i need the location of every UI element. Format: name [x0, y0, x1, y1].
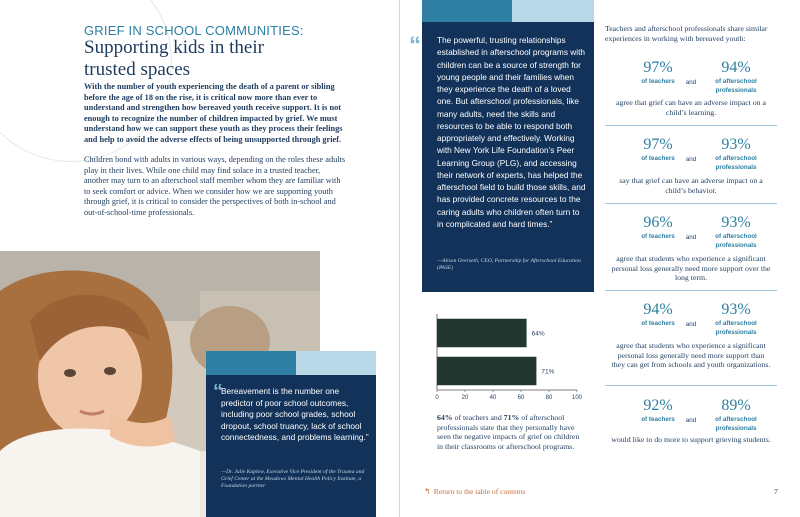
grief-impact-bar-chart — [422, 308, 597, 408]
afterschool-label — [700, 155, 772, 172]
x-tick-label: 60 — [517, 395, 525, 401]
stat-divider — [605, 385, 777, 386]
pull-quote-overseth — [409, 22, 594, 292]
pull-quote-text: The powerful, trusting relationships established in afterschool programs with children can be a source of strength for young people and their families when they experience the death of a loved one. But afterschool professionals, like many adults, need the skills and resources to be able to respond both appropriately and effectively. Working with New York Life Foundation’s Peer Learning Group (PLG), and accessing their network of experts, has helped the afterschool field to build those skills, and has provided concrete resources to the caring adults who children often turn to in complicated and hard times.” — [437, 35, 586, 229]
pull-quote-attribution: —Alison Overseth, CEO, Partnership for Afterschool Education (PASE) — [437, 258, 581, 271]
x-tick-label: 0 — [435, 395, 439, 401]
and-word: and — [685, 417, 697, 424]
teacher-label: of teachers — [641, 233, 675, 240]
x-tick-label: 100 — [571, 395, 583, 401]
pull-quote-attribution: —Dr. Julie Kaplow, Executive Vice President of the Trauma and Grief Center at the Meadows Mental Health Policy Institute, a Foundation partner — [221, 469, 365, 489]
stat-description: say that grief can have an adverse impact on a child’s behavior. — [619, 176, 763, 195]
caption-text-1: of teachers and — [452, 413, 504, 422]
stat-description: agree that students who experience a significant personal loss generally need more support over the long term. — [611, 254, 771, 282]
lead-paragraph: With the number of youth experiencing the death of a parent or sibling before the age of 18 on the rise, it is critical now more than ever to understand and strengthen how bereaved youth receive support. It is not enough to recognize the number of children impacted by grief. We must understand how we can support these youth as they process their feelings and help to avoid the adverse effects of being unsupported through grief. — [84, 82, 343, 144]
page-divider — [399, 0, 400, 517]
teacher-percent: 97% — [643, 59, 673, 76]
teacher-percent: 97% — [643, 136, 673, 153]
caption-teacher-percent: 64% — [437, 413, 453, 422]
x-tick-label: 80 — [545, 395, 553, 401]
stat-block-long-term — [605, 214, 775, 294]
stat-block-do-more — [605, 397, 775, 477]
section-eyebrow: GRIEF IN SCHOOL COMMUNITIES: — [84, 23, 304, 38]
stat-divider — [605, 203, 777, 204]
and-word: and — [685, 156, 697, 163]
stat-divider — [605, 125, 777, 126]
headline-line-2: trusted spaces — [84, 59, 191, 80]
afterschool-label-line2: professionals — [715, 241, 757, 249]
page-number: 7 — [774, 487, 778, 496]
afterschool-label-line1: of afterschool — [715, 320, 757, 327]
pull-quote-text: Bereavement is the number one predictor of poor school outcomes, including poor school grades, school dropout, school truancy, lack of school connectedness, and problems learning.” — [221, 386, 369, 442]
return-arrow-icon: ↰ — [424, 487, 431, 496]
afterschool-label-line1: of afterschool — [715, 233, 757, 240]
afterschool-label — [700, 320, 772, 337]
bar-teachers — [437, 319, 527, 348]
stats-intro: Teachers and afterschool professionals share similar experiences in working with bereaved youth: — [605, 24, 768, 43]
afterschool-label-line1: of afterschool — [715, 78, 757, 85]
afterschool-label-line2: professionals — [715, 163, 757, 171]
accent-strip-light-top — [512, 0, 594, 22]
toc-return-link[interactable] — [424, 487, 525, 496]
afterschool-label-line1: of afterschool — [715, 155, 757, 162]
quote-mark-icon: “ — [213, 381, 223, 403]
x-tick-label: 40 — [489, 395, 497, 401]
afterschool-label — [700, 78, 772, 95]
afterschool-percent: 93% — [721, 301, 751, 318]
stat-block-more-support — [605, 301, 775, 381]
accent-strip-light — [296, 351, 376, 375]
afterschool-percent: 94% — [721, 59, 751, 76]
caption-text-2: of afterschool professionals state that they personally have seen the negative impacts of grief on children in their classrooms or afterschool programs. — [437, 413, 580, 451]
afterschool-label — [700, 416, 772, 433]
teacher-label: of teachers — [641, 416, 675, 423]
afterschool-percent: 93% — [721, 214, 751, 231]
afterschool-label-line1: of afterschool — [715, 416, 757, 423]
pull-quote-kaplow — [206, 375, 376, 517]
afterschool-percent: 89% — [721, 397, 751, 414]
page-headline — [84, 37, 334, 81]
afterschool-percent: 93% — [721, 136, 751, 153]
afterschool-label-line2: professionals — [715, 424, 757, 432]
chart-caption — [437, 413, 587, 451]
teacher-label: of teachers — [641, 320, 675, 327]
stat-description: agree that grief can have an adverse impact on a child’s learning. — [615, 98, 766, 117]
stat-description: agree that students who experience a significant personal loss generally need more support than they can get from schools and youth organizations. — [611, 341, 771, 369]
quote-mark-icon: “ — [409, 32, 421, 59]
accent-strip-dark — [206, 351, 296, 375]
bar-data-label: 64% — [531, 330, 545, 338]
stat-block-learning — [605, 59, 775, 139]
body-paragraph: Children bond with adults in various ways, depending on the roles these adults play in their lives. While one child may find solace in a trusted teacher, another may turn to an afterschool staff member whom they are familiar with to seek comfort or advice. When we consider how we are supporting youth through grief, it is critical to consider the perspectives of both in-school and out-of-school-time professionals. — [84, 155, 346, 217]
accent-strip-dark-top — [422, 0, 512, 22]
and-word: and — [685, 321, 697, 328]
stat-block-behavior — [605, 136, 775, 216]
afterschool-label-line2: professionals — [715, 86, 757, 94]
teacher-percent: 92% — [643, 397, 673, 414]
teacher-label: of teachers — [641, 155, 675, 162]
bar-data-label: 71% — [541, 368, 555, 376]
stat-description: would like to do more to support grieving students. — [611, 435, 771, 444]
caption-afterschool-percent: 71% — [503, 413, 520, 422]
teacher-percent: 94% — [643, 301, 673, 318]
afterschool-label-line2: professionals — [715, 328, 757, 336]
afterschool-label — [700, 233, 772, 250]
bar-afterschool — [437, 357, 536, 386]
teacher-label: of teachers — [641, 78, 675, 85]
and-word: and — [685, 234, 697, 241]
stat-divider — [605, 290, 777, 291]
teacher-percent: 96% — [643, 214, 673, 231]
headline-line-1: Supporting kids in their — [84, 37, 264, 58]
toc-return-label: Return to the table of contents — [433, 487, 526, 496]
and-word: and — [685, 79, 697, 86]
x-tick-label: 20 — [461, 395, 469, 401]
bar-chart-svg — [422, 308, 597, 408]
